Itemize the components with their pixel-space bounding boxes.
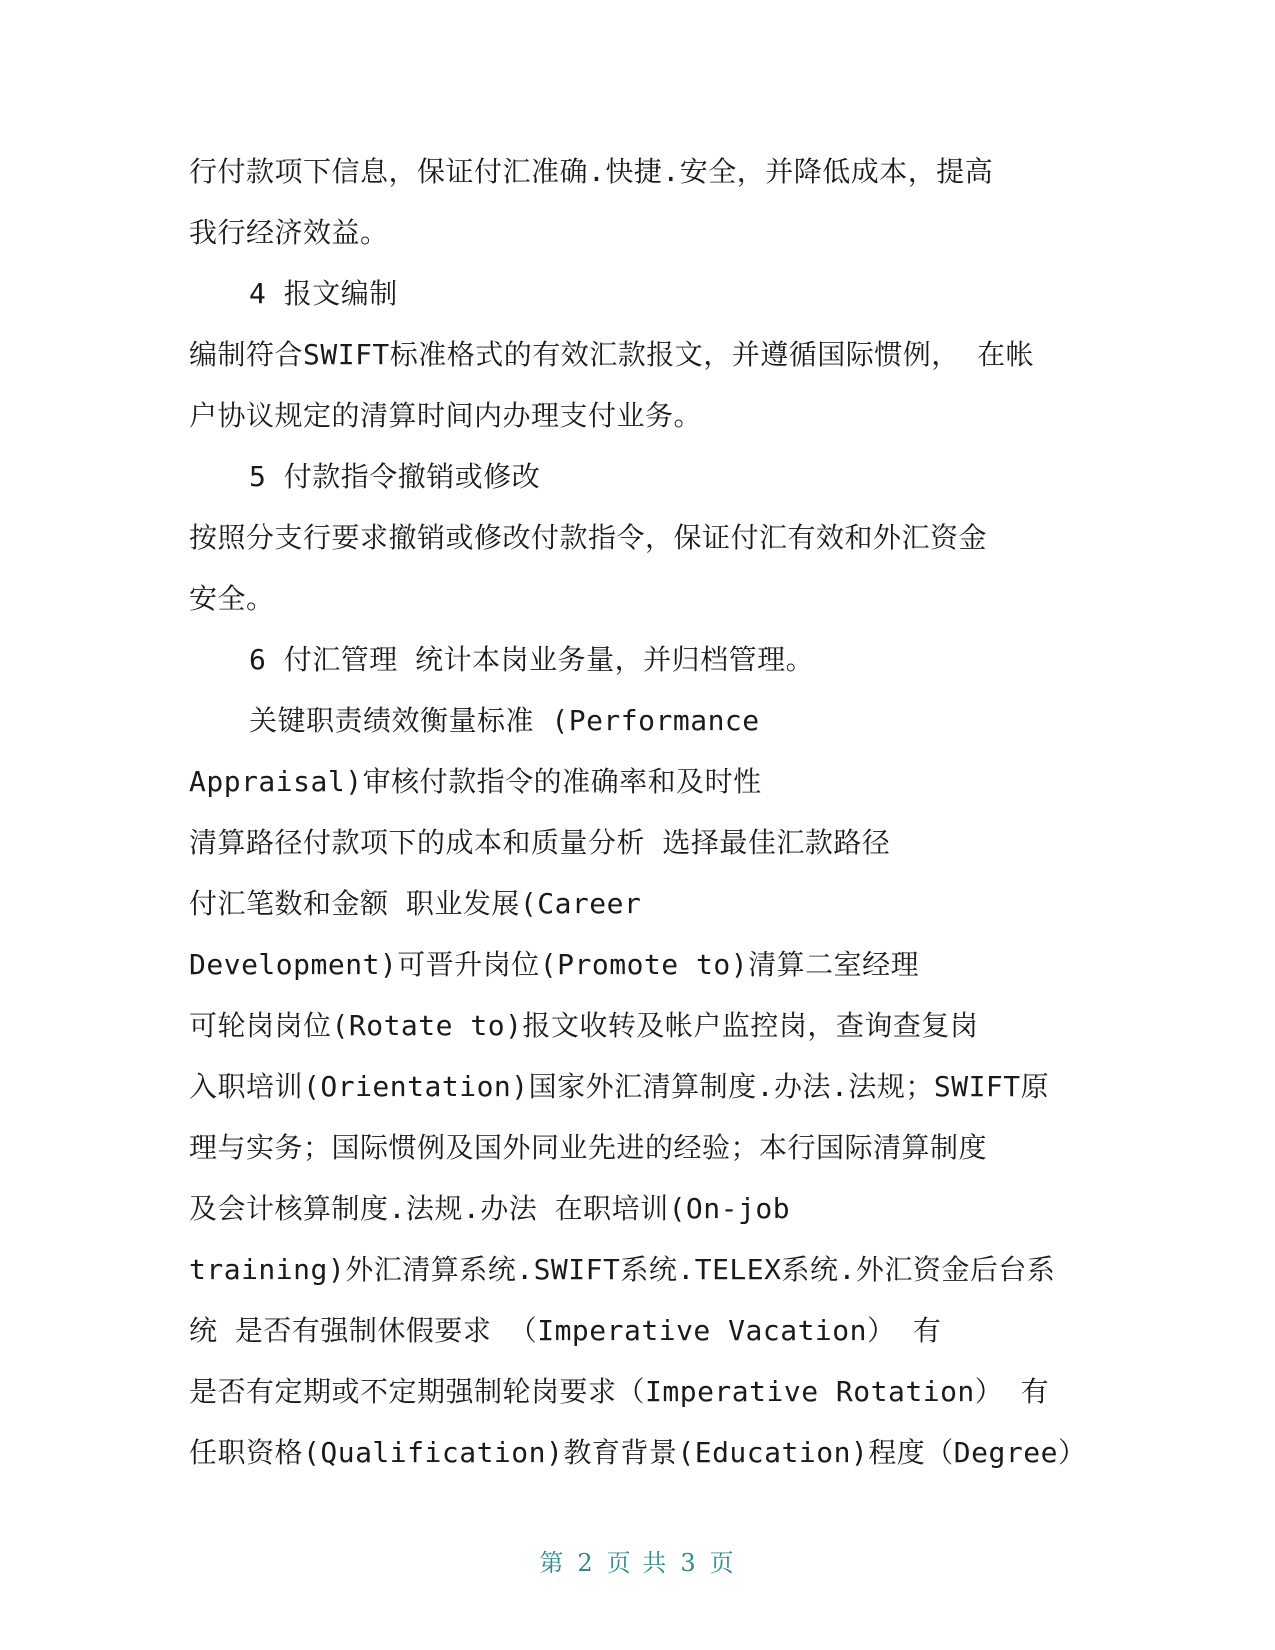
text-line: 理与实务；国际惯例及国外同业先进的经验；本行国际清算制度 bbox=[189, 1131, 988, 1164]
text-line: training)外汇清算系统.SWIFT系统.TELEX系统.外汇资金后台系 bbox=[189, 1253, 1056, 1286]
footer-prefix: 第 bbox=[539, 1549, 566, 1577]
text-line: 行付款项下信息，保证付汇准确.快捷.安全，并降低成本，提高 bbox=[189, 155, 994, 188]
page-footer bbox=[0, 1543, 1275, 1578]
text-line: 可轮岗岗位(Rotate to)报文收转及帐户监控岗，查询查复岗 bbox=[189, 1009, 979, 1042]
section-heading: 关键职责绩效衡量标准 (Performance bbox=[249, 704, 760, 737]
text-line: 我行经济效益。 bbox=[189, 216, 389, 249]
text-line: 编制符合SWIFT标准格式的有效汇款报文，并遵循国际惯例， 在帐 bbox=[189, 338, 1035, 371]
text-line: 付汇笔数和金额 职业发展(Career bbox=[189, 887, 642, 920]
total-pages-number: 3 bbox=[680, 1549, 698, 1577]
text-line: 及会计核算制度.法规.办法 在职培训(On-job bbox=[189, 1192, 791, 1225]
text-line: 是否有定期或不定期强制轮岗要求（Imperative Rotation） 有 bbox=[189, 1375, 1050, 1408]
section-heading: 4 报文编制 bbox=[249, 277, 398, 310]
text-line: Development)可晋升岗位(Promote to)清算二室经理 bbox=[189, 948, 920, 981]
text-line: 清算路径付款项下的成本和质量分析 选择最佳汇款路径 bbox=[189, 826, 891, 859]
text-line: 安全。 bbox=[189, 582, 275, 615]
current-page-number: 2 bbox=[577, 1549, 595, 1577]
footer-suffix: 页 bbox=[709, 1549, 736, 1577]
document-body bbox=[189, 141, 1089, 1483]
text-line: 入职培训(Orientation)国家外汇清算制度.办法.法规；SWIFT原 bbox=[189, 1070, 1050, 1103]
text-line: 任职资格(Qualification)教育背景(Education)程度（Degree） bbox=[189, 1436, 1087, 1469]
text-line: 按照分支行要求撤销或修改付款指令，保证付汇有效和外汇资金 bbox=[189, 521, 988, 554]
section-heading: 5 付款指令撤销或修改 bbox=[249, 460, 541, 493]
footer-middle: 页 共 bbox=[606, 1549, 669, 1577]
text-line: 统 是否有强制休假要求 （Imperative Vacation） 有 bbox=[189, 1314, 942, 1347]
section-heading: 6 付汇管理 统计本岗业务量，并归档管理。 bbox=[249, 643, 815, 676]
text-line: Appraisal)审核付款指令的准确率和及时性 bbox=[189, 765, 762, 798]
text-line: 户协议规定的清算时间内办理支付业务。 bbox=[189, 399, 703, 432]
